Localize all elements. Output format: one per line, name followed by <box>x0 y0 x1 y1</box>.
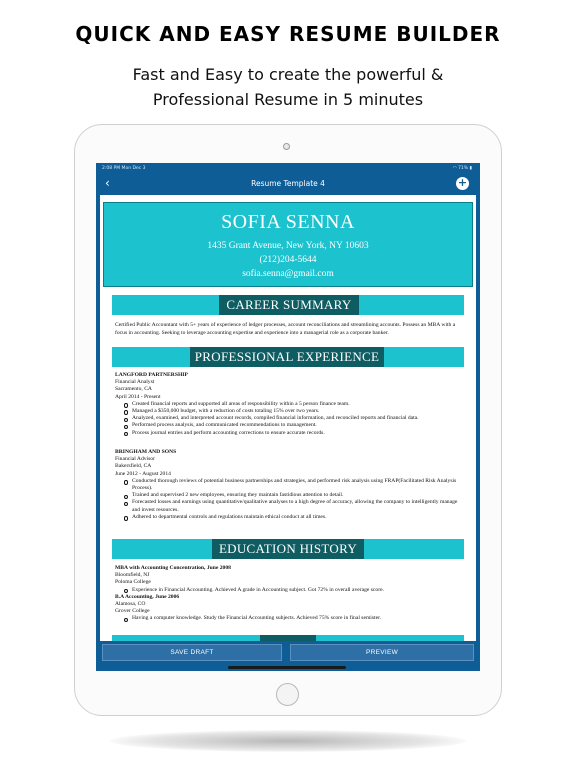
edu-degree: B.A Accounting, June 2006 <box>115 593 180 600</box>
home-indicator <box>228 666 346 669</box>
section-bar-education <box>112 539 464 559</box>
device-shadow <box>110 730 466 752</box>
edu-degree: MBA with Accounting Concentration, June 2008 <box>115 565 231 571</box>
resume-address: 1435 Grant Avenue, New York, NY 10603 <box>207 241 369 251</box>
status-battery <box>453 166 472 171</box>
app-screen <box>96 163 480 671</box>
edu-school: Poloma College <box>115 579 151 586</box>
job-bullet: Trained and supervised 2 new employees, ensuring they maintain fastidious attention to detail. <box>127 492 465 499</box>
home-button[interactable] <box>276 683 299 706</box>
promo-subline <box>0 62 576 112</box>
resume-name: SOFIA SENNA <box>221 211 355 233</box>
nav-bar <box>96 173 480 195</box>
job-company: LANGFORD PARTNERSHIP <box>115 372 188 378</box>
job-entry <box>115 372 465 437</box>
resume-page[interactable] <box>100 195 476 665</box>
job-company: BRINGHAM AND SONS <box>115 449 177 455</box>
edu-location: Bloomfield, NJ <box>115 572 150 579</box>
section-title-education: EDUCATION HISTORY <box>212 539 364 559</box>
edu-school: Grover College <box>115 608 150 615</box>
status-time: 2:08 PM Mon Dec 3 <box>102 166 146 171</box>
resume-phone: (212)204-5644 <box>259 255 317 265</box>
job-bullet: Created financial reports and supported all areas of responsibility within a 5 person finance team. <box>127 401 465 408</box>
section-title-career-summary: CAREER SUMMARY <box>219 295 359 315</box>
education-entries <box>115 565 465 623</box>
career-summary-text: Certified Public Accountant with 5+ years of experience of ledger processes, account reconciliations and streamlining accounts. Possess an MBA with a focus in accounting. Seeking to leverage accounting expertise and experience into a managerial role as a corporate banker. <box>115 322 456 336</box>
job-bullet: Managed a $350,000 budget, with a reduction of costs totaling 15% over two years. <box>127 408 465 415</box>
job-bullet: Analyzed, examined, and interpreted account records, compiled financial information, and reconciled reports and financial data. <box>127 415 465 422</box>
plus-circle-icon[interactable]: + <box>457 176 468 189</box>
promo-subline-1: Fast and Easy to create the powerful & <box>132 65 444 84</box>
job-bullet: Performed process analysis, and communicated recommendations to management. <box>127 422 465 429</box>
job-bullet: Process journal entries and perform accounting corrections to ensure accurate records. <box>127 430 465 437</box>
chevron-left-icon[interactable]: ‹ <box>105 176 110 190</box>
section-bar-experience <box>112 347 464 367</box>
job-dates: April 2014 - Present <box>115 393 161 400</box>
job-role: Financial Analyst <box>115 379 155 386</box>
edu-location: Alamosa, CO <box>115 601 146 608</box>
section-bar-career-summary <box>112 295 464 315</box>
battery-text: 71% <box>458 166 469 171</box>
nav-title: Resume Template 4 <box>251 179 325 188</box>
job-entry <box>115 449 465 521</box>
resume-email: sofia.senna@gmail.com <box>242 269 334 279</box>
promo-subline-2: Professional Resume in 5 minutes <box>152 90 424 109</box>
section-title-experience: PROFESSIONAL EXPERIENCE <box>190 347 384 367</box>
preview-button[interactable]: PREVIEW <box>290 644 474 661</box>
job-dates: June 2012 - August 2014 <box>115 470 171 477</box>
job-bullet: Adhered to departmental controls and regulations maintain ethical conduct at all times. <box>127 514 465 521</box>
job-bullet: Conducted thorough reviews of potential business partnerships and strategies, and performed risk analysis using FRAP(Facilitated Risk Analysis Process). <box>127 478 465 492</box>
edu-bullet: Experience in Financial Accounting. Achieved A grade in Accounting subject. Got 72% in overall average score. <box>127 587 465 594</box>
resume-header <box>103 202 473 287</box>
status-bar <box>96 163 480 173</box>
promo-headline: QUICK AND EASY RESUME BUILDER <box>75 22 501 46</box>
camera-icon <box>283 143 290 150</box>
action-bar <box>96 641 480 665</box>
battery-icon: ▮ <box>469 166 472 171</box>
job-bullet: Forecasted losses and earnings using quantitative/qualitative analyses to a high degree of accuracy, allowing the company to intelligently manage and invest resources. <box>127 499 465 513</box>
job-role: Financial Advisor <box>115 456 155 463</box>
edu-bullet: Having a computer knowledge. Study the Financial Accounting subjects. Achieved 75% score in final semister. <box>127 615 465 622</box>
wifi-icon: ◠ <box>452 166 457 171</box>
job-location: Sacramento, CA <box>115 386 152 393</box>
job-location: Bakersfield, CA <box>115 463 152 470</box>
save-draft-button[interactable]: SAVE DRAFT <box>102 644 282 661</box>
